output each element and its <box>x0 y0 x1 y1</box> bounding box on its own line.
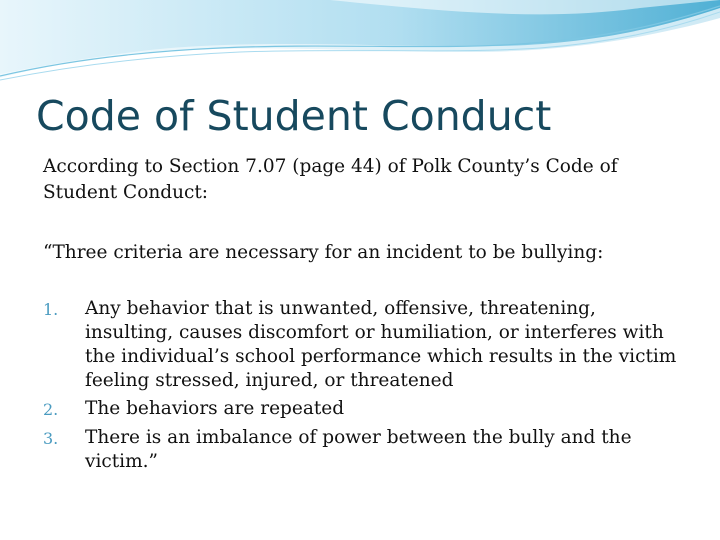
slide-title: Code of Student Conduct <box>36 92 552 140</box>
list-item <box>43 397 683 422</box>
criteria-list <box>43 297 683 478</box>
list-text: The behaviors are repeated <box>85 398 345 419</box>
list-text: Any behavior that is unwanted, offensive, threatening, insulting, causes discomfort or humiliation, or interferes with the individual’s school performance which results in the victim feeling stressed, injured, or threatened <box>85 298 677 391</box>
header-wave-decoration <box>0 0 720 90</box>
list-number: 2. <box>43 400 59 419</box>
list-item <box>43 297 683 393</box>
list-number: 3. <box>43 429 59 448</box>
criteria-intro: “Three criteria are necessary for an incident to be bullying: <box>43 242 604 263</box>
list-number: 1. <box>43 300 59 319</box>
list-item <box>43 426 683 474</box>
intro-paragraph: According to Section 7.07 (page 44) of Polk County’s Code of Student Conduct: <box>43 156 618 203</box>
list-text: There is an imbalance of power between the bully and the victim.” <box>85 427 632 472</box>
